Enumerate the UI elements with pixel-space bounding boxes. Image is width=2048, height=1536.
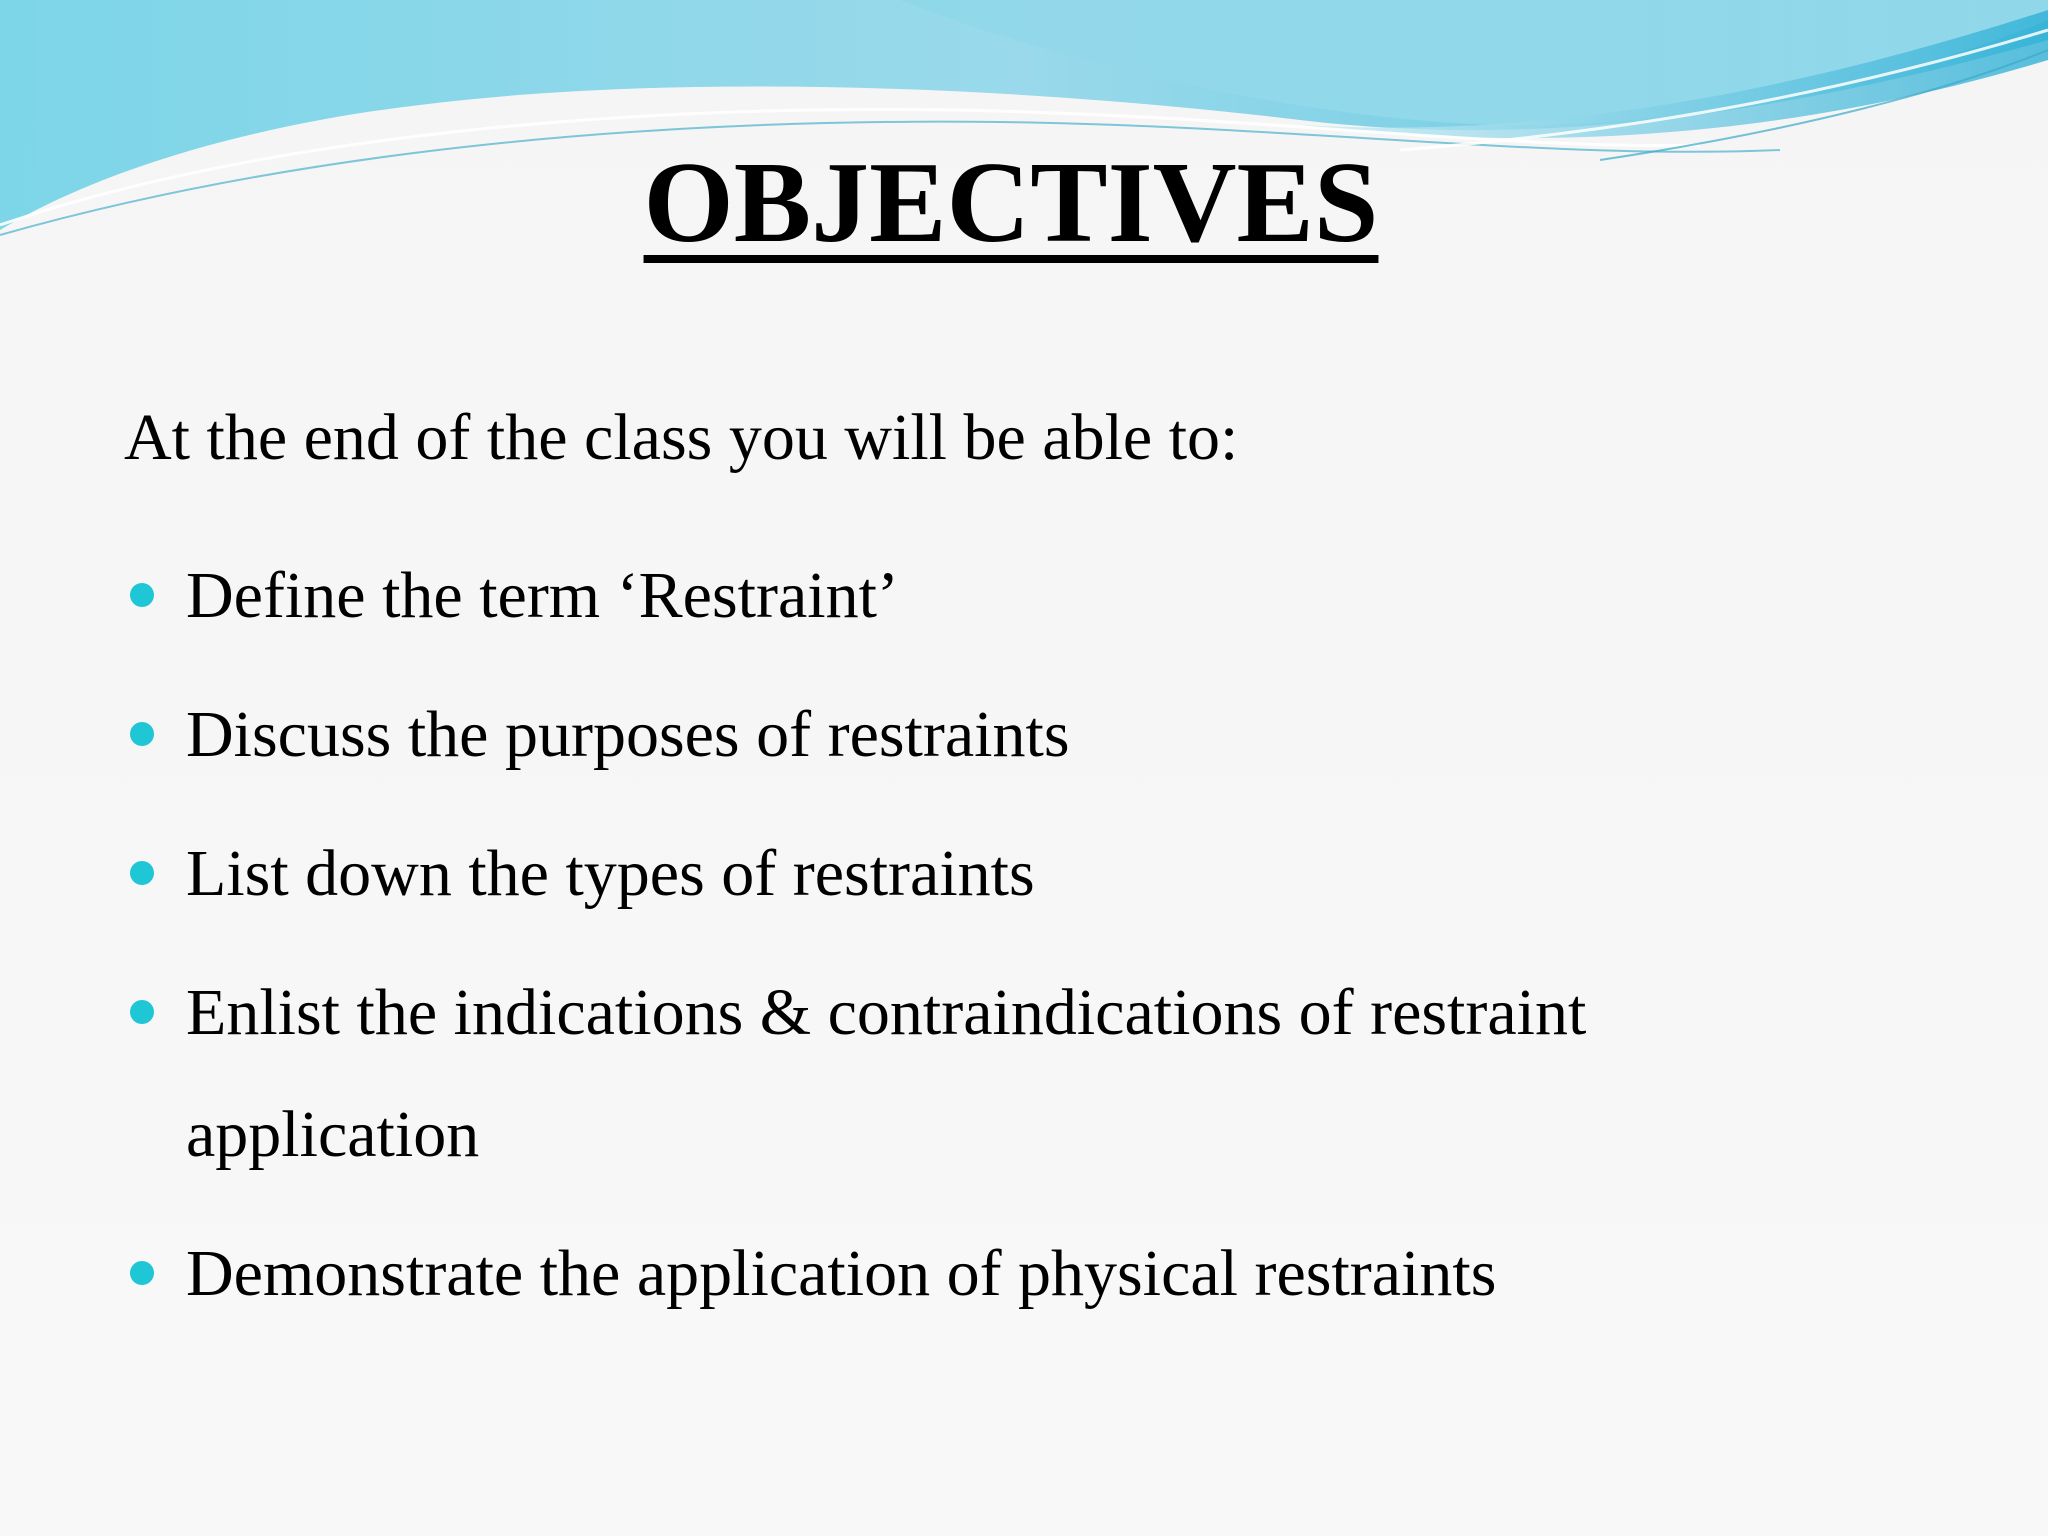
objective-item xyxy=(124,1213,1924,1335)
objective-text: Demonstrate the application of physical restraints xyxy=(186,1237,1497,1310)
objective-text: Enlist the indications & contraindications of restraint application xyxy=(186,976,1587,1171)
bullet-dot-icon xyxy=(130,1000,154,1024)
objective-item xyxy=(124,535,1924,657)
objectives-list xyxy=(124,535,1924,1352)
objective-text: Discuss the purposes of restraints xyxy=(186,698,1070,771)
objective-item xyxy=(124,674,1924,796)
bullet-dot-icon xyxy=(130,1261,154,1285)
bullet-dot-icon xyxy=(130,861,154,885)
bullet-dot-icon xyxy=(130,722,154,746)
intro-text: At the end of the class you will be able to: xyxy=(124,401,1239,474)
slide-title: OBJECTIVES xyxy=(643,139,1379,267)
objective-item xyxy=(124,952,1924,1196)
objective-text: List down the types of restraints xyxy=(186,837,1035,910)
bullet-dot-icon xyxy=(130,583,154,607)
objective-text: Define the term ‘Restraint’ xyxy=(186,559,899,632)
objective-item xyxy=(124,813,1924,935)
